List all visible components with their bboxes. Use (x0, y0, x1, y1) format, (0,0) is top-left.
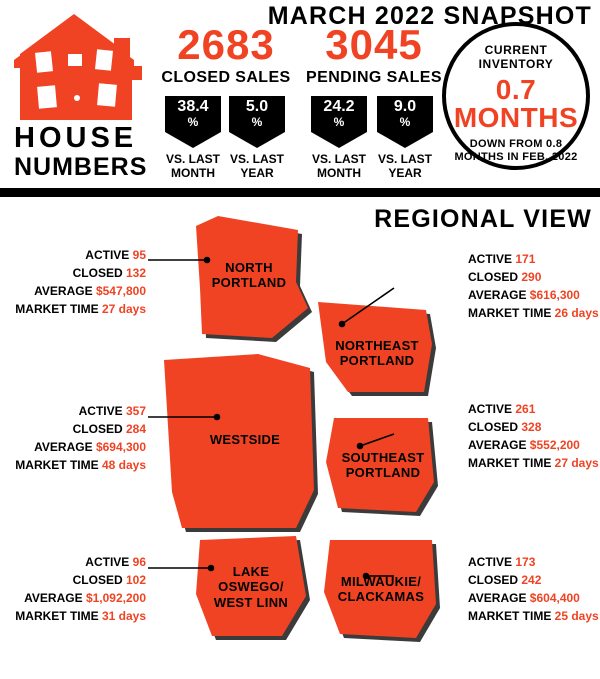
region-name-line3: WEST LINN (213, 594, 289, 610)
badge-closed-vs-last-year (229, 96, 285, 181)
value-market-time: 27 days (554, 456, 599, 470)
label-average: AVERAGE (34, 440, 93, 454)
region-label-north-portland (196, 260, 302, 291)
logo-line-numbers: NUMBERS (14, 153, 148, 181)
value-average: $1,092,200 (85, 591, 146, 605)
badge-pending-vs-last-year (377, 96, 433, 181)
logo (6, 8, 154, 180)
value-closed: 132 (125, 266, 146, 280)
badge-caption: VS. LAST MONTH (311, 152, 366, 180)
callout-average (0, 282, 146, 300)
label-closed: CLOSED (72, 266, 123, 280)
region-name-line1: NORTH (225, 260, 273, 275)
region-name-line1: NORTHEAST (335, 338, 419, 353)
label-closed: CLOSED (72, 573, 123, 587)
value-market-time: 27 days (101, 302, 146, 316)
value-closed: 284 (125, 422, 146, 436)
page-title: MARCH 2022 SNAPSHOT (267, 2, 592, 30)
label-average: AVERAGE (34, 284, 93, 298)
badge-unit: % (399, 114, 411, 129)
value-active: 261 (515, 402, 536, 416)
callout-market-time (0, 456, 146, 474)
logo-text (14, 124, 154, 180)
value-average: $552,200 (529, 438, 580, 452)
label-active: ACTIVE (78, 404, 123, 418)
callout-milwaukie (468, 553, 600, 625)
pending-sales-label: PENDING SALES (306, 69, 442, 86)
callout-market-time (468, 304, 600, 322)
callout-active (468, 553, 600, 571)
inventory-value: 0.7 MONTHS (453, 73, 579, 134)
value-market-time: 48 days (101, 458, 146, 472)
badge-unit: % (333, 114, 345, 129)
region-label-southeast-portland (330, 450, 436, 481)
logo-line-house: HOUSE (14, 122, 138, 154)
callout-average (0, 589, 146, 607)
label-closed: CLOSED (468, 420, 519, 434)
closed-sales-value: 2683 (177, 21, 275, 68)
region-name-line2: CLACKAMAS (337, 589, 425, 605)
region-name-line2: PORTLAND (345, 465, 421, 481)
value-active: 357 (125, 404, 146, 418)
callout-average (0, 438, 146, 456)
badge-number: 9.0 (393, 98, 417, 115)
label-average: AVERAGE (468, 591, 527, 605)
pennant-tip (377, 132, 433, 148)
value-average: $604,400 (529, 591, 580, 605)
callout-active (468, 250, 600, 268)
region-label-northeast-portland (322, 338, 432, 369)
region-name-line2: OSWEGO/ (218, 579, 284, 595)
badge-caption: VS. LAST YEAR (377, 152, 432, 180)
label-active: ACTIVE (468, 555, 513, 569)
region-name-line1: SOUTHEAST (341, 450, 425, 465)
callout-average (468, 286, 600, 304)
callout-closed (468, 268, 600, 286)
region-label-milwaukie (326, 574, 436, 605)
callout-north-portland (0, 246, 146, 318)
label-closed: CLOSED (468, 270, 519, 284)
label-market-time: MARKET TIME (468, 306, 552, 320)
callout-closed (0, 571, 146, 589)
pending-sales-value: 3045 (325, 21, 423, 68)
value-active: 171 (515, 252, 536, 266)
badge-number: 24.2 (323, 98, 355, 115)
badge-number: 38.4 (177, 98, 209, 115)
callout-southeast-portland (468, 400, 600, 472)
label-average: AVERAGE (24, 591, 83, 605)
badge-value (311, 99, 367, 128)
label-market-time: MARKET TIME (15, 302, 99, 316)
region-name-line1: MILWAUKIE/ (340, 574, 422, 589)
inventory-title: CURRENT INVENTORY (478, 43, 554, 71)
badge-value (229, 99, 285, 128)
label-market-time: MARKET TIME (468, 456, 552, 470)
region-label-westside (182, 432, 308, 447)
pennant-tip (311, 132, 367, 148)
region-name-line1: WESTSIDE (209, 432, 281, 447)
label-active: ACTIVE (468, 252, 513, 266)
stat-pending-sales (300, 21, 448, 87)
pennant-shape (165, 96, 221, 148)
regional-view-title: REGIONAL VIEW (374, 205, 592, 233)
label-closed: CLOSED (72, 422, 123, 436)
callout-lake-oswego (0, 553, 146, 625)
badge-closed-vs-last-month (165, 96, 221, 181)
value-average: $694,300 (95, 440, 146, 454)
current-inventory-badge (442, 22, 590, 170)
inventory-note: DOWN FROM 0.8 MONTHS IN FEB. 2022 (454, 137, 578, 164)
badge-value (165, 99, 221, 128)
region-name-line1: LAKE (232, 564, 270, 579)
label-average: AVERAGE (468, 438, 527, 452)
callout-closed (0, 420, 146, 438)
stat-closed-sales (156, 21, 296, 87)
callout-active (0, 553, 146, 571)
callout-westside (0, 402, 146, 474)
label-market-time: MARKET TIME (15, 458, 99, 472)
pennant-tip (229, 132, 285, 148)
callout-northeast-portland (468, 250, 600, 322)
value-closed: 290 (521, 270, 542, 284)
callout-market-time (0, 607, 146, 625)
value-active: 95 (132, 248, 146, 262)
header (0, 0, 600, 196)
callout-closed (468, 418, 600, 436)
pennant-shape (229, 96, 285, 148)
callout-average (468, 589, 600, 607)
badge-caption: VS. LAST MONTH (165, 152, 220, 180)
region-name-line2: PORTLAND (211, 275, 287, 291)
badge-caption: VS. LAST YEAR (229, 152, 284, 180)
region-label-lake-oswego (198, 564, 304, 610)
callout-market-time (468, 607, 600, 625)
callout-active (468, 400, 600, 418)
label-active: ACTIVE (85, 248, 130, 262)
value-closed: 328 (521, 420, 542, 434)
pennant-shape (377, 96, 433, 148)
callout-active (0, 402, 146, 420)
pennant-shape (311, 96, 367, 148)
value-average: $547,800 (95, 284, 146, 298)
value-closed: 102 (125, 573, 146, 587)
label-active: ACTIVE (85, 555, 130, 569)
value-closed: 242 (521, 573, 542, 587)
value-market-time: 26 days (554, 306, 599, 320)
value-market-time: 25 days (554, 609, 599, 623)
callout-market-time (0, 300, 146, 318)
label-active: ACTIVE (468, 402, 513, 416)
callout-market-time (468, 454, 600, 472)
label-market-time: MARKET TIME (15, 609, 99, 623)
callout-closed (468, 571, 600, 589)
callout-active (0, 246, 146, 264)
closed-sales-label: CLOSED SALES (161, 69, 291, 86)
label-average: AVERAGE (468, 288, 527, 302)
callout-average (468, 436, 600, 454)
badge-value (377, 99, 433, 128)
value-active: 173 (515, 555, 536, 569)
badge-number: 5.0 (245, 98, 269, 115)
region-name-line2: PORTLAND (339, 353, 415, 369)
label-closed: CLOSED (468, 573, 519, 587)
value-average: $616,300 (529, 288, 580, 302)
badge-unit: % (251, 114, 263, 129)
badge-unit: % (187, 114, 199, 129)
badge-pending-vs-last-month (311, 96, 367, 181)
pennant-tip (165, 132, 221, 148)
label-market-time: MARKET TIME (468, 609, 552, 623)
value-active: 96 (132, 555, 146, 569)
value-market-time: 31 days (101, 609, 146, 623)
callout-closed (0, 264, 146, 282)
